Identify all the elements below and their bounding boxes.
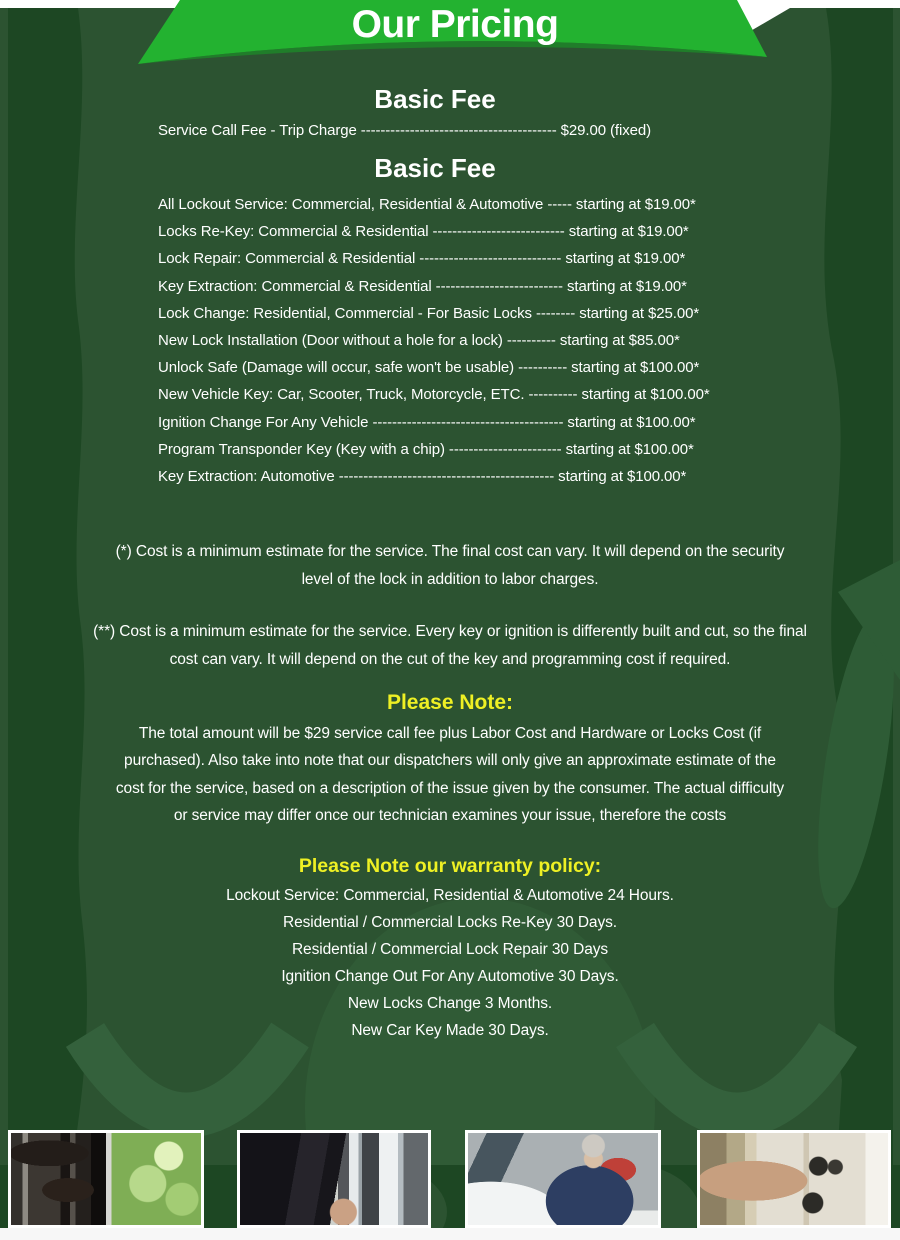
price-line: Key Extraction: Automotive -------------------------------------------- starting at $100.00* xyxy=(158,468,687,486)
price-list xyxy=(158,191,798,490)
price-line: Locks Re-Key: Commercial & Residential --------------------------- starting at $19.00* xyxy=(158,223,689,241)
warranty-line: Lockout Service: Commercial, Residential & Automotive 24 Hours. xyxy=(226,887,674,904)
price-line: Key Extraction: Commercial & Residential -------------------------- starting at $19.00* xyxy=(158,277,687,295)
warranty-policy-heading: Please Note our warranty policy: xyxy=(298,855,602,877)
price-line: Lock Repair: Commercial & Residential ----------------------------- starting at $19.00* xyxy=(158,250,686,268)
warranty-line: Ignition Change Out For Any Automotive 30 Days. xyxy=(281,968,619,985)
price-line: Program Transponder Key (Key with a chip) ----------------------- starting at $100.00* xyxy=(158,440,694,458)
section-heading-basic-fee-1: Basic Fee xyxy=(374,84,496,114)
price-line: Service Call Fee - Trip Charge ---------------------------------------- $29.00 (fixed) xyxy=(158,122,651,139)
service-call-fee-list xyxy=(158,117,798,144)
price-line: Unlock Safe (Damage will occur, safe won't be usable) ---------- starting at $100.00* xyxy=(158,359,700,377)
warranty-policy-list xyxy=(0,882,900,1044)
note-single-asterisk: (*) Cost is a minimum estimate for the service. The final cost can vary. It will depend on the security level of the lock in addition to labor charges. xyxy=(115,543,785,588)
page-title: Our Pricing xyxy=(351,3,559,46)
warranty-line: Residential / Commercial Locks Re-Key 30 Days. xyxy=(283,914,617,931)
price-line: Lock Change: Residential, Commercial - For Basic Locks -------- starting at $25.00* xyxy=(158,304,700,322)
lock-installation-hands-photo xyxy=(697,1130,891,1228)
warranty-line: New Locks Change 3 Months. xyxy=(347,995,553,1012)
please-note-heading: Please Note: xyxy=(386,691,514,714)
note-double-asterisk: (**) Cost is a minimum estimate for the service. Every key or ignition is differently built and cut, so the final cost can vary. It will depend on the cut of the key and programming cost if required. xyxy=(93,623,807,668)
door-handle-garden-photo xyxy=(8,1130,204,1228)
price-line: Ignition Change For Any Vehicle --------------------------------------- starting at $100.00* xyxy=(158,413,696,431)
section-heading-basic-fee-2: Basic Fee xyxy=(374,153,496,183)
warranty-line: Residential / Commercial Lock Repair 30 Days xyxy=(291,941,609,958)
price-line: New Lock Installation (Door without a hole for a lock) ---------- starting at $85.00* xyxy=(158,332,680,350)
warranty-line: New Car Key Made 30 Days. xyxy=(351,1022,549,1039)
price-line: All Lockout Service: Commercial, Residential & Automotive ----- starting at $19.00* xyxy=(158,196,696,213)
price-line: New Vehicle Key: Car, Scooter, Truck, Motorcycle, ETC. ---------- starting at $100.00* xyxy=(158,386,710,404)
please-note-body: The total amount will be $29 service call fee plus Labor Cost and Hardware or Locks Cost (if purchased). Also take into note that our dispatchers will only give an approximate estimate of the cost for the service, based on a description of the issue given by the consumer. The actual difficulty or service may differ once our technician examines your issue, therefore the costs xyxy=(115,725,785,824)
keypad-door-entry-photo xyxy=(237,1130,431,1228)
mechanic-with-car-key-photo xyxy=(465,1130,661,1228)
